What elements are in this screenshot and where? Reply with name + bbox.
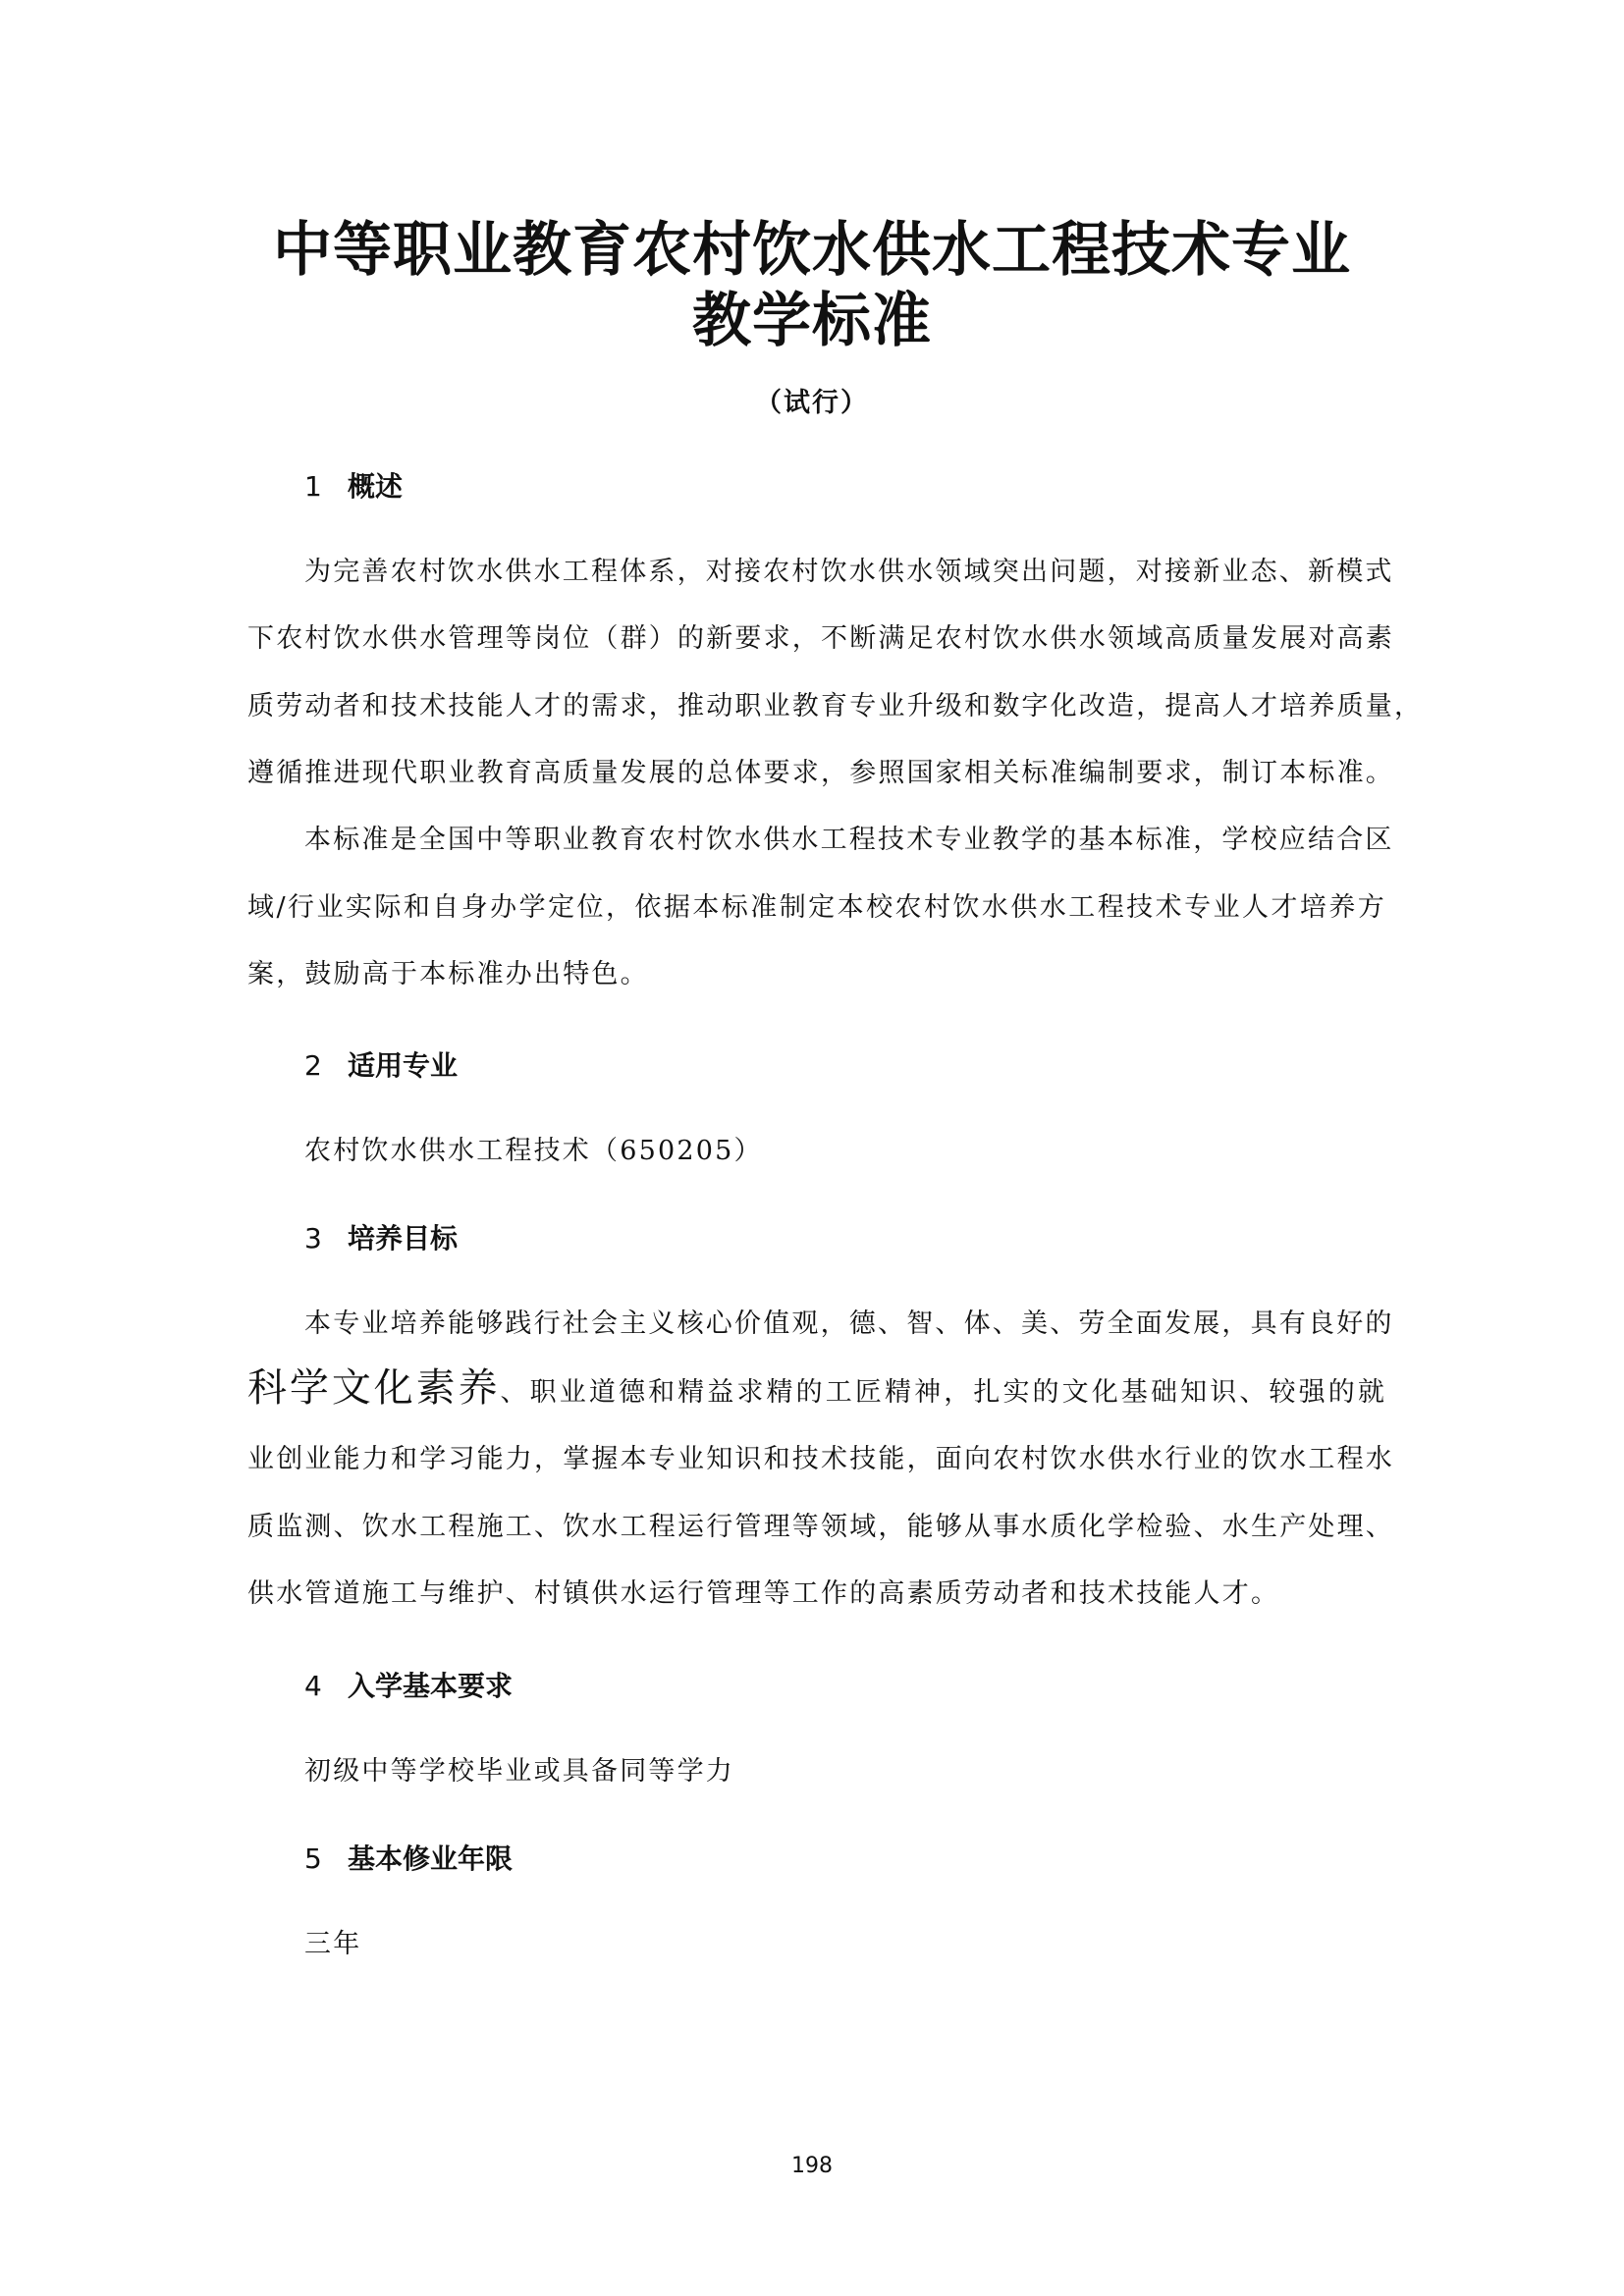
section-1-paragraph-1-line-3: 质劳动者和技术技能人才的需求，推动职业教育专业升级和数字化改造，提高人才培养质量， (247, 691, 1424, 721)
section-3-line-2-rest: 、职业道德和精益求精的工匠精神，扎实的文化基础知识、较强的就 (500, 1377, 1387, 1408)
section-4-title: 入学基本要求 (348, 1670, 514, 1702)
section-1-paragraph-1-line-4: 遵循推进现代职业教育高质量发展的总体要求，参照国家相关标准编制要求，制订本标准。 (247, 758, 1394, 788)
section-5-number: 5 (304, 1842, 322, 1875)
section-3-emphasized-text: 科学文化素养 (247, 1365, 501, 1411)
section-1-number: 1 (304, 470, 322, 503)
section-1-paragraph-2-line-2: 域/行业实际和自身办学定位，依据本标准制定本校农村饮水供水工程技术专业人才培养方 (247, 892, 1386, 923)
section-3-line-5: 供水管道施工与维护、村镇供水运行管理等工作的高素质劳动者和技术技能人才。 (247, 1578, 1280, 1609)
page-number: 198 (791, 2154, 833, 2178)
section-1-title: 概述 (348, 470, 404, 503)
section-2-heading (304, 1044, 458, 1084)
section-5-heading (304, 1838, 513, 1877)
section-3-line-2 (247, 1361, 1386, 1420)
section-2-number: 2 (304, 1049, 322, 1082)
document-subtitle: （试行） (755, 388, 869, 418)
section-1-paragraph-2-line-1: 本标准是全国中等职业教育农村饮水供水工程技术专业教学的基本标准，学校应结合区 (304, 825, 1394, 855)
section-3-line-4: 质监测、饮水工程施工、饮水工程运行管理等领域，能够从事水质化学检验、水生产处理、 (247, 1512, 1394, 1542)
section-5-text: 三年 (304, 1929, 362, 1959)
section-4-text: 初级中等学校毕业或具备同等学力 (304, 1756, 734, 1787)
section-3-title: 培养目标 (348, 1222, 459, 1255)
section-1-paragraph-1-line-1: 为完善农村饮水供水工程体系，对接农村饮水供水领域突出问题，对接新业态、新模式 (304, 557, 1394, 587)
section-2-text: 农村饮水供水工程技术（650205） (304, 1136, 763, 1166)
section-4-number: 4 (304, 1670, 322, 1702)
section-1-heading (304, 465, 403, 505)
section-2-title: 适用专业 (348, 1049, 459, 1082)
document-title-line2: 教学标准 (692, 287, 932, 355)
document-title-line1: 中等职业教育农村饮水供水工程技术专业 (273, 216, 1351, 285)
section-1-paragraph-1-line-2: 下农村饮水供水管理等岗位（群）的新要求，不断满足农村饮水供水领域高质量发展对高素 (247, 623, 1394, 654)
section-3-number: 3 (304, 1222, 322, 1255)
section-3-heading (304, 1217, 458, 1256)
section-4-heading (304, 1665, 513, 1704)
section-3-line-3: 业创业能力和学习能力，掌握本专业知识和技术技能，面向农村饮水供水行业的饮水工程水 (247, 1444, 1394, 1474)
section-5-title: 基本修业年限 (348, 1842, 514, 1875)
section-1-paragraph-2-line-3: 案，鼓励高于本标准办出特色。 (247, 959, 649, 989)
section-3-line-1: 本专业培养能够践行社会主义核心价值观，德、智、体、美、劳全面发展，具有良好的 (304, 1308, 1394, 1339)
